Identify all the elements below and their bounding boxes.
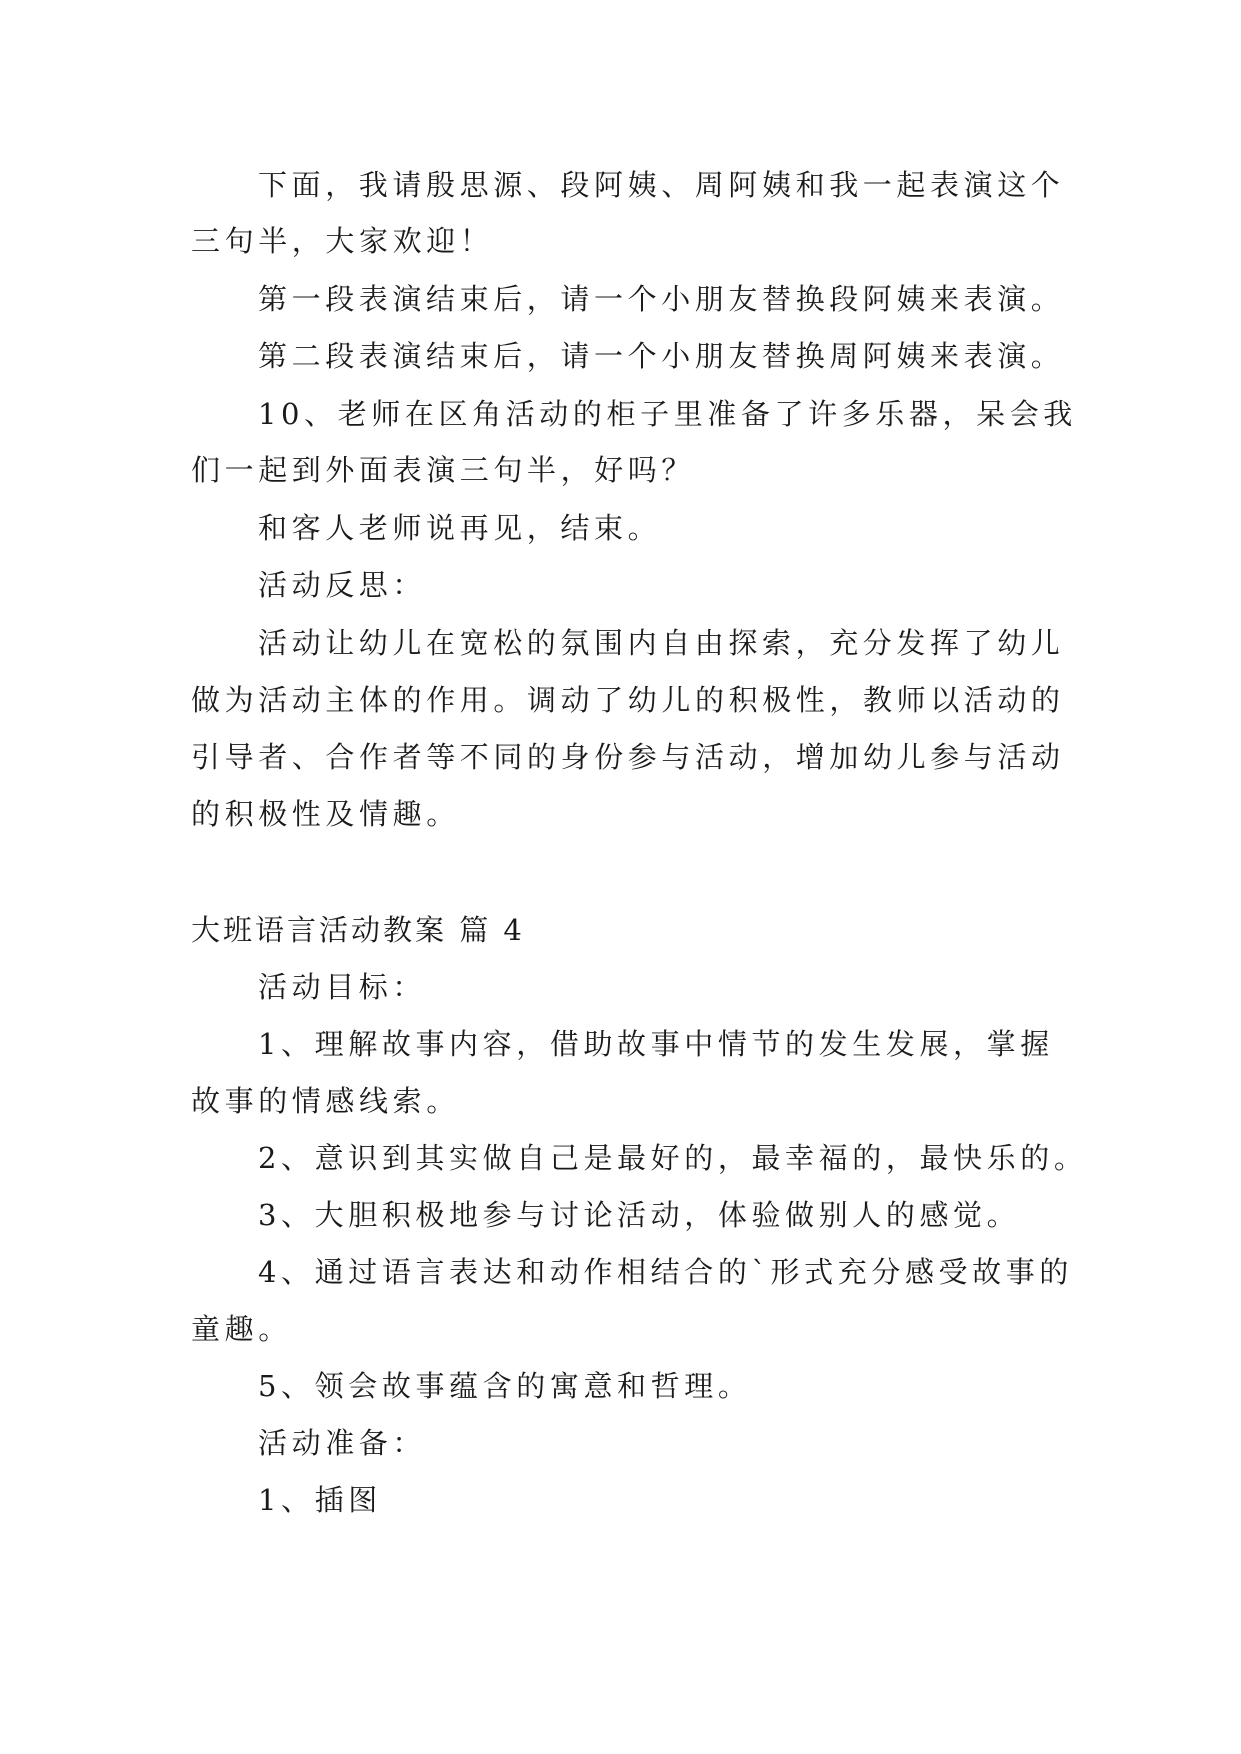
section-label: 活动目标： bbox=[258, 970, 427, 1004]
paragraph-line: 和客人老师说再见，结束。 bbox=[258, 511, 662, 545]
list-item: 2、意识到其实做自己是最好的，最幸福的，最快乐的。 bbox=[258, 1141, 1088, 1175]
paragraph-line: 们一起到外面表演三句半，好吗？ bbox=[191, 453, 696, 487]
paragraph-line: 第一段表演结束后，请一个小朋友替换段阿姨来表演。 bbox=[258, 282, 1065, 316]
paragraph-line: 活动让幼儿在宽松的氛围内自由探索，充分发挥了幼儿 bbox=[258, 626, 1065, 660]
section-label: 活动准备： bbox=[258, 1426, 427, 1460]
paragraph-line: 下面，我请殷思源、段阿姨、周阿姨和我一起表演这个 bbox=[258, 168, 1065, 202]
paragraph-line: 做为活动主体的作用。调动了幼儿的积极性，教师以活动的 bbox=[191, 683, 1065, 717]
list-item: 5、领会故事蕴含的寓意和哲理。 bbox=[258, 1369, 752, 1403]
paragraph-line: 第二段表演结束后，请一个小朋友替换周阿姨来表演。 bbox=[258, 339, 1065, 373]
paragraph-line: 的积极性及情趣。 bbox=[191, 797, 460, 831]
section-label: 活动反思： bbox=[258, 568, 427, 602]
paragraph-line: 10、老师在区角活动的柜子里准备了许多乐器，呆会我 bbox=[258, 397, 1077, 431]
paragraph-line: 引导者、合作者等不同的身份参与活动，增加幼儿参与活动 bbox=[191, 740, 1065, 774]
list-item-continuation: 童趣。 bbox=[191, 1312, 292, 1346]
section-heading: 大班语言活动教案 篇 4 bbox=[191, 913, 525, 947]
list-item: 1、插图 bbox=[258, 1483, 382, 1517]
paragraph-line: 三句半，大家欢迎！ bbox=[191, 224, 494, 258]
list-item: 1、理解故事内容，借助故事中情节的发生发展，掌握 bbox=[258, 1027, 1054, 1061]
list-item: 3、大胆积极地参与讨论活动，体验做别人的感觉。 bbox=[258, 1198, 1021, 1232]
list-item: 4、通过语言表达和动作相结合的`形式充分感受故事的 bbox=[258, 1255, 1073, 1289]
list-item-continuation: 故事的情感线索。 bbox=[191, 1084, 460, 1118]
